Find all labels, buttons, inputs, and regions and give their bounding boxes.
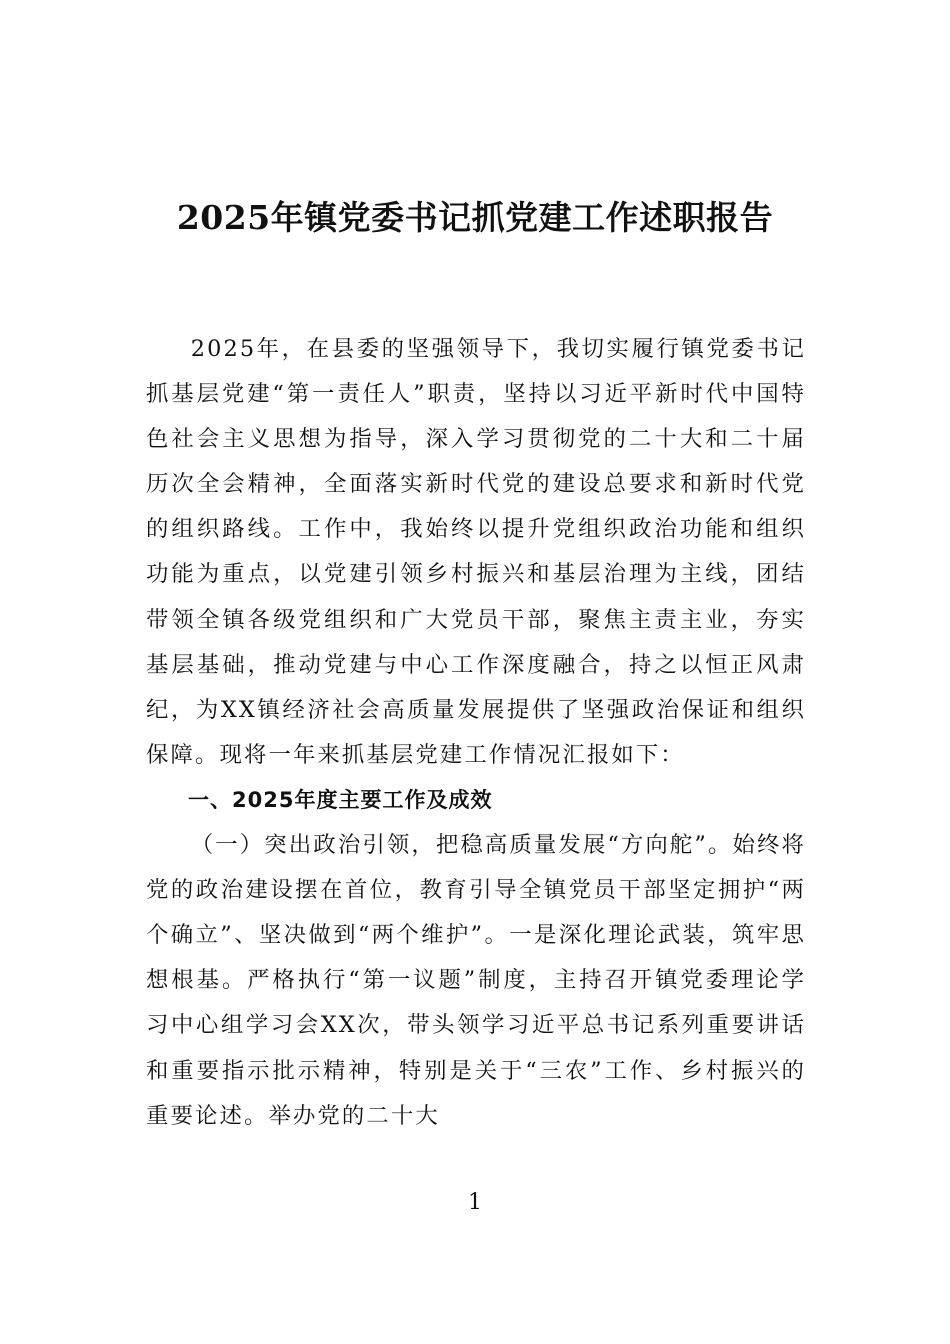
page-number: 1 [468,1190,482,1215]
subsection-paragraph [146,823,806,1139]
intro-paragraph: 2025年，在县委的坚强领导下，我切实履行镇党委书记抓基层党建“第一责任人”职责，坚持以习近平新时代中国特色社会主义思想为指导，深入学习贯彻党的二十大和二十届历次全会精神，全面落实新时代党的建设总要求和新时代党的组织路线。工作中，我始终以提升党组织政治功能和组织功能为重点，以党建引领乡村振兴和基层治理为主线，团结带领全镇各级党组织和广大党员干部，聚焦主责主业，夯实基层基础，推动党建与中心工作深度融合，持之以恒正风肃纪，为XX镇经济社会高质量发展提供了坚强政治保证和组织保障。现将一年来抓基层党建工作情况汇报如下： [146,336,806,768]
document-body [146,327,806,1139]
document-title: 2025年镇党委书记抓党建工作述职报告 [176,198,774,237]
section-heading: 一、2025年度主要工作及成效 [188,787,493,812]
subsection-body: 始终将党的政治建设摆在首位，教育引导全镇党员干部坚定拥护“两个确立”、坚决做到“两个维护”。一是深化理论武装，筑牢思想根基。严格执行“第一议题”制度，主持召开镇党委理论学习中心组学习会XX次，带头领学习近平总书记系列重要讲话和重要指示批示精神，特别是关于“三农”工作、乡村振兴的重要论述。举办党的二十大 [146,832,806,1129]
subsection-lead: （一）突出政治引领，把稳高质量发展“方向舵”。 [190,832,733,859]
